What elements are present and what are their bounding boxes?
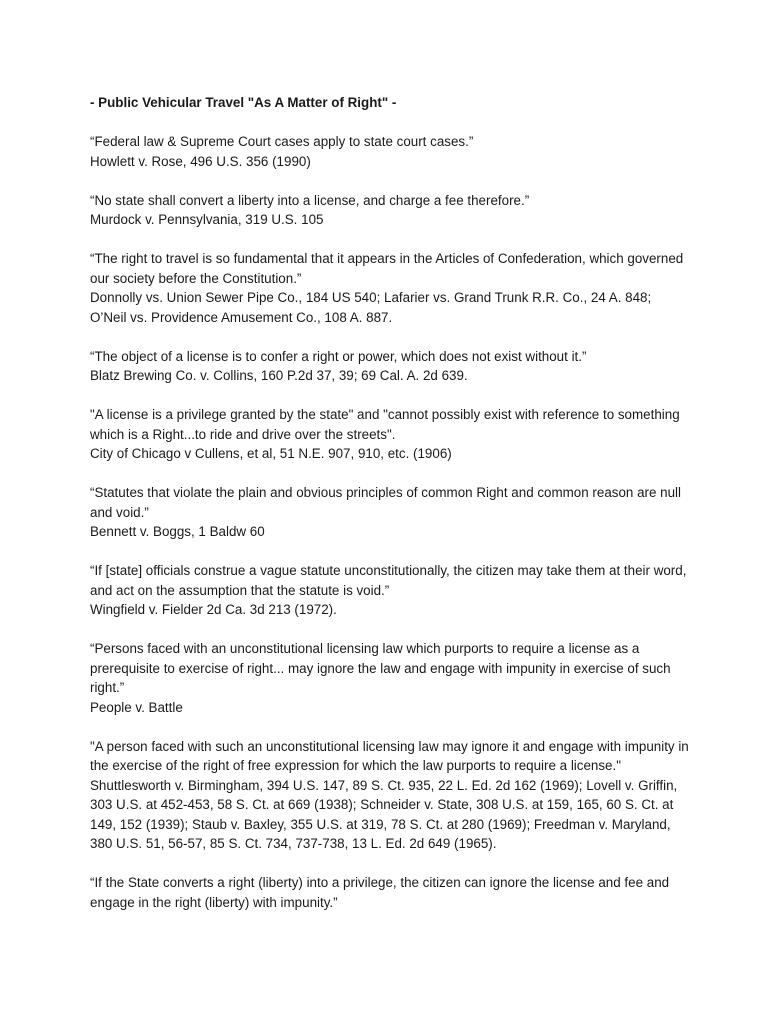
case-citation: Bennett v. Boggs, 1 Baldw 60 [90,524,265,539]
case-citation: Howlett v. Rose, 496 U.S. 356 (1990) [90,153,311,169]
quote-text: “If [state] officials construe a vague statute unconstitutionally, the citizen may take them at their word, and act on the assumption that the statute is void.” [90,563,687,598]
case-citation: Murdock v. Pennsylvania, 319 U.S. 105 [90,212,324,227]
case-citation: Shuttlesworth v. Birmingham, 394 U.S. 147, 89 S. Ct. 935, 22 L. Ed. 2d 162 (1969); Lovell v. Griffin, 303 U.S. at 452-453, 58 S. Ct. at 669 (1938); Schneider v. State, 308 U.S. at 159, 165, 60 S. Ct. at 149, 152 (1939); Staub v. Baxley, 355 U.S. at 319, 78 S. Ct. at 280 (1969); Freedman v. Maryland, 380 U.S. 51, 56-57, 85 S. Ct. 734, 737-738, 13 L. Ed. 2d 649 (1965). [90,777,678,851]
quote-text: “Statutes that violate the plain and obvious principles of common Right and common reason are null and void.” [90,485,682,520]
quote-text: “No state shall convert a liberty into a license, and charge a fee therefore.” [90,192,530,208]
quote-text: "A person faced with such an unconstitutional licensing law may ignore it and engage with impunity in the exercise of the right of free expression for which the law purports to require a license." [90,738,689,773]
quote-text: “If the State converts a right (liberty) into a privilege, the citizen can ignore the license and fee and engage in the right (liberty) with impunity.” [90,875,670,910]
quote-text: “The object of a license is to confer a right or power, which does not exist without it.” [90,348,587,364]
quote-entry [90,405,690,464]
case-citation: Donnolly vs. Union Sewer Pipe Co., 184 US 540; Lafarier vs. Grand Trunk R.R. Co., 24 A. 848; O’Neil vs. Providence Amusement Co., 108 A. 887. [90,290,652,325]
quote-entry [90,132,690,171]
quote-entry [90,249,690,327]
quote-text: “Persons faced with an unconstitutional licensing law which purports to require a license as a prerequisite to exercise of right... may ignore the law and engage with impunity in exercise of such right.” [90,641,671,695]
quote-text: “The right to travel is so fundamental that it appears in the Articles of Confederation, which governed our society before the Constitution.” [90,251,684,286]
case-citation: People v. Battle [90,699,183,715]
quote-entry [90,639,690,717]
case-citation: City of Chicago v Cullens, et al, 51 N.E. 907, 910, etc. (1906) [90,446,452,461]
quote-text: “Federal law & Supreme Court cases apply to state court cases.” [90,134,474,149]
case-citation: Blatz Brewing Co. v. Collins, 160 P.2d 37, 39; 69 Cal. A. 2d 639. [90,368,468,383]
document-page [90,93,690,932]
document-title: - Public Vehicular Travel "As A Matter of Right" - [90,95,397,110]
quote-entry [90,483,690,542]
quote-entry [90,191,690,230]
quote-entry [90,873,690,912]
quote-entry [90,737,690,854]
case-citation: Wingfield v. Fielder 2d Ca. 3d 213 (1972). [90,602,337,617]
quote-entry [90,561,690,620]
quote-entry [90,347,690,386]
quote-text: "A license is a privilege granted by the state" and "cannot possibly exist with reference to something which is a Right...to ride and drive over the streets". [90,407,680,442]
